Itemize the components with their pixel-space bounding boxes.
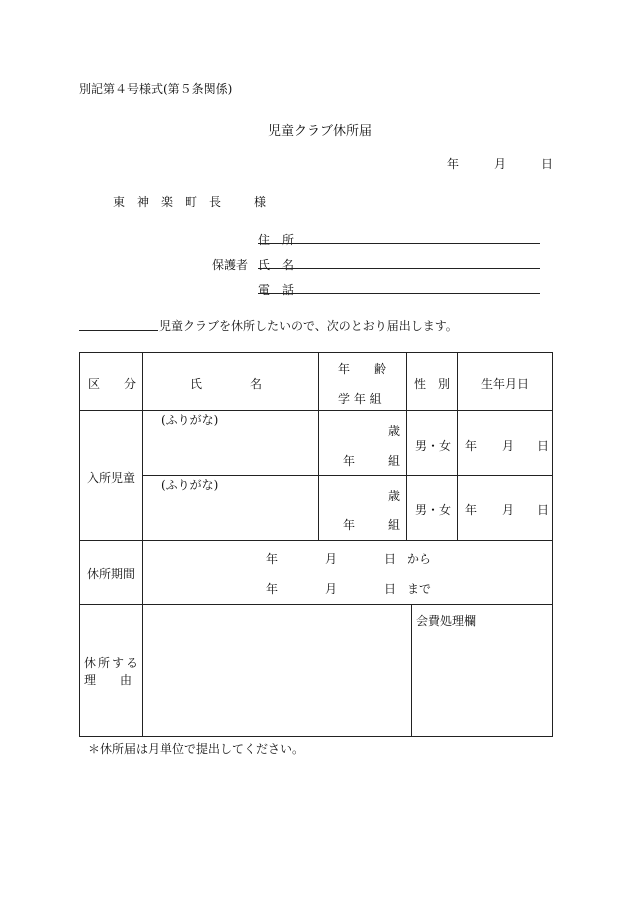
guardian-label: 保護者	[212, 258, 249, 272]
table-col-divider	[318, 352, 319, 540]
child-2-furigana: (ふりがな)	[161, 478, 219, 492]
reason-field[interactable]	[143, 605, 410, 736]
child-1-birth-day: 日	[537, 439, 550, 453]
child-2-birth-year: 年	[465, 503, 478, 517]
addressee-name: 東 神 楽 町 長	[113, 195, 222, 209]
header-name: 氏 名	[190, 377, 263, 391]
addressee-honorific: 様	[254, 195, 267, 209]
child-2-sex[interactable]: 男・女	[415, 503, 452, 517]
period-from-day: 日	[384, 552, 397, 566]
guardian-address-label: 住 所	[258, 233, 295, 247]
guardian-address-field[interactable]	[258, 243, 540, 244]
header-category: 区 分	[88, 377, 137, 391]
child-1-sex[interactable]: 男・女	[415, 439, 452, 453]
fee-label: 会費処理欄	[416, 614, 477, 628]
header-grade: 学 年 組	[338, 392, 382, 406]
period-to-year: 年	[266, 582, 279, 596]
reason-label-line1: 休所する	[84, 656, 141, 670]
child-2-birth-month: 月	[502, 503, 515, 517]
table-row-divider	[79, 540, 553, 541]
intro-text: 児童クラブを休所したいので、次のとおり届出します。	[159, 319, 458, 333]
table-row-divider	[79, 410, 553, 411]
guardian-name-label: 氏 名	[258, 258, 295, 272]
date-month: 月	[494, 157, 507, 171]
child-1-furigana: (ふりがな)	[161, 413, 219, 427]
date-year: 年	[447, 157, 460, 171]
header-sex: 性 別	[414, 377, 451, 391]
date-day: 日	[541, 157, 554, 171]
guardian-phone-field[interactable]	[258, 293, 540, 294]
period-label: 休所期間	[87, 567, 136, 581]
club-name-field[interactable]	[79, 330, 158, 331]
period-to-month: 月	[325, 582, 338, 596]
period-to-suffix: まで	[407, 582, 432, 596]
period-from-month: 月	[325, 552, 338, 566]
child-1-grade-class: 組	[388, 454, 401, 468]
guardian-name-field[interactable]	[258, 268, 540, 269]
guardian-phone-label: 電 話	[258, 283, 295, 297]
period-to-day: 日	[384, 582, 397, 596]
child-1-birth-month: 月	[502, 439, 515, 453]
child-2-grade-class: 組	[388, 518, 401, 532]
form-title: 児童クラブ休所届	[268, 124, 373, 139]
children-label: 入所児童	[87, 471, 136, 485]
reason-label-line2: 理 由	[84, 673, 133, 687]
header-age: 年 齢	[338, 362, 387, 376]
child-1-age-unit: 歳	[388, 424, 401, 438]
header-birthdate: 生年月日	[481, 377, 530, 391]
table-col-divider	[406, 352, 407, 540]
child-2-birth-day: 日	[537, 503, 550, 517]
child-2-grade-year: 年	[343, 518, 356, 532]
period-from-year: 年	[266, 552, 279, 566]
child-1-birth-year: 年	[465, 439, 478, 453]
period-from-suffix: から	[407, 552, 432, 566]
form-number: 別記第４号様式(第５条関係)	[79, 82, 233, 96]
child-1-grade-year: 年	[343, 454, 356, 468]
footnote: ＊休所届は月単位で提出してください。	[88, 742, 305, 756]
table-col-divider	[457, 352, 458, 540]
child-2-age-unit: 歳	[388, 489, 401, 503]
table-col-divider	[411, 604, 412, 737]
